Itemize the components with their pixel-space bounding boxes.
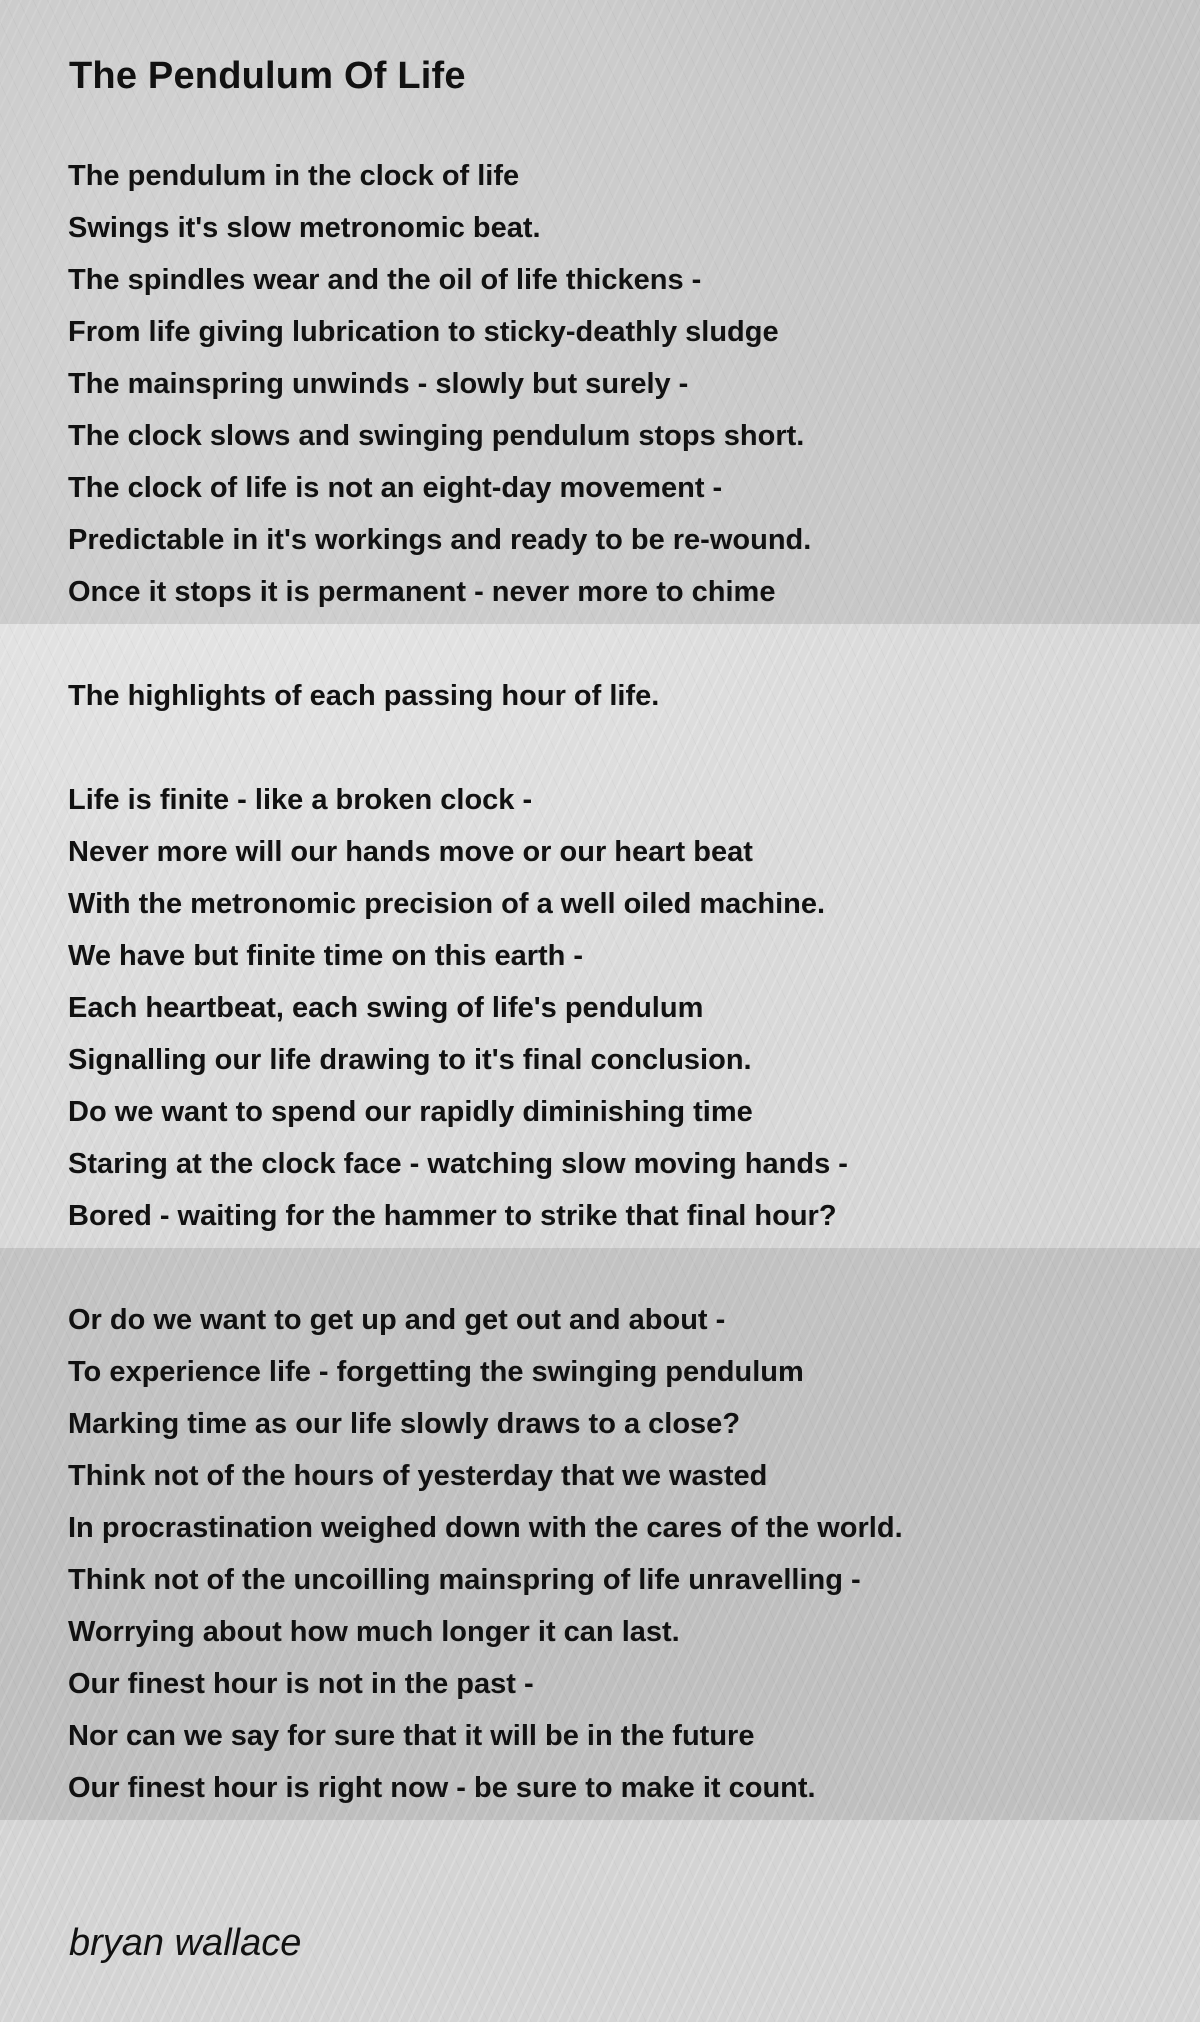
poem-line: Or do we want to get up and get out and about - (68, 1304, 726, 1336)
poem-line: To experience life - forgetting the swinging pendulum (68, 1356, 804, 1388)
poem-line: The clock of life is not an eight-day movement - (68, 472, 723, 504)
poem-line: Swings it's slow metronomic beat. (68, 212, 541, 244)
poem-body (68, 155, 903, 1819)
background-band (0, 1820, 1200, 2022)
poem-line: Bored - waiting for the hammer to strike that final hour? (68, 1200, 837, 1232)
poem-line: The clock slows and swinging pendulum stops short. (68, 420, 805, 452)
poem-line: Signalling our life drawing to it's final conclusion. (68, 1044, 752, 1076)
poem-line: The spindles wear and the oil of life thickens - (68, 264, 702, 296)
poem-line: From life giving lubrication to sticky-deathly sludge (68, 316, 779, 348)
poem-line: Never more will our hands move or our heart beat (68, 836, 753, 868)
poem-line: Staring at the clock face - watching slow moving hands - (68, 1148, 848, 1180)
poem-line: Worrying about how much longer it can last. (68, 1616, 680, 1648)
poem-line: Think not of the hours of yesterday that we wasted (68, 1460, 768, 1492)
poem-line: Life is finite - like a broken clock - (68, 784, 533, 816)
poem-author: bryan wallace (69, 1922, 302, 1964)
poem-line: With the metronomic precision of a well oiled machine. (68, 888, 826, 920)
poem-line: Do we want to spend our rapidly diminishing time (68, 1096, 753, 1128)
poem-line: Our finest hour is right now - be sure to make it count. (68, 1772, 816, 1804)
poem-line: Marking time as our life slowly draws to a close? (68, 1408, 741, 1440)
poem-line: Each heartbeat, each swing of life's pendulum (68, 992, 704, 1024)
stanza-break (68, 1247, 903, 1299)
poem-line: Predictable in it's workings and ready to be re-wound. (68, 524, 812, 556)
poem-line: The pendulum in the clock of life (68, 160, 520, 192)
poem-line: Once it stops it is permanent - never more to chime (68, 576, 776, 608)
poem-line: We have but finite time on this earth - (68, 940, 584, 972)
poem-line: In procrastination weighed down with the cares of the world. (68, 1512, 903, 1544)
poem-line: Think not of the uncoilling mainspring of life unravelling - (68, 1564, 861, 1596)
poem-line: The mainspring unwinds - slowly but surely - (68, 368, 689, 400)
poem-title: The Pendulum Of Life (69, 55, 466, 97)
poem-line: The highlights of each passing hour of life. (68, 680, 660, 712)
stanza-break (68, 727, 903, 779)
poem-line: Nor can we say for sure that it will be in the future (68, 1720, 755, 1752)
poem-line: Our finest hour is not in the past - (68, 1668, 534, 1700)
stanza-break (68, 623, 903, 675)
